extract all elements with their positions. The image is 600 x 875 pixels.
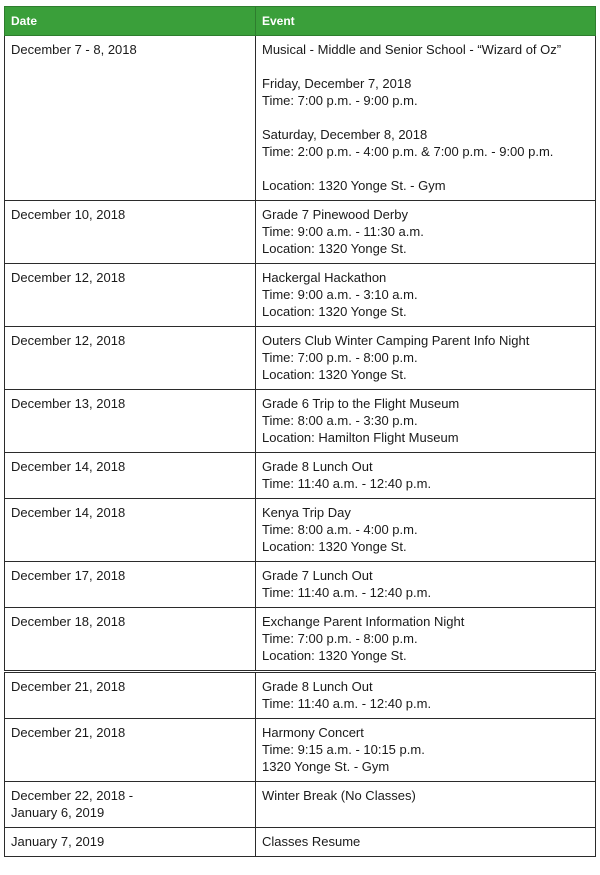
date-cell [5,562,256,608]
event-cell [256,201,596,264]
event-text: Location: 1320 Yonge St. [262,304,407,319]
table-row [5,672,596,719]
event-text: Friday, December 7, 2018 [262,76,412,91]
table-row [5,264,596,327]
event-text: Location: 1320 Yonge St. [262,539,407,554]
event-text: Grade 6 Trip to the Flight Museum [262,396,460,411]
event-cell [256,390,596,453]
date-text: December 22, 2018 - [11,788,134,803]
date-cell [5,672,256,719]
date-cell [5,782,256,828]
event-column-header: Event [256,7,596,36]
event-text: Musical - Middle and Senior School - “Wizard of Oz” [262,42,562,57]
date-text: December 21, 2018 [11,725,126,740]
date-text: December 12, 2018 [11,333,126,348]
date-text: December 14, 2018 [11,459,126,474]
date-text: December 12, 2018 [11,270,126,285]
date-text: December 21, 2018 [11,679,126,694]
date-text: December 17, 2018 [11,568,126,583]
event-cell [256,327,596,390]
date-cell [5,264,256,327]
event-cell [256,719,596,782]
event-text: Time: 2:00 p.m. - 4:00 p.m. & 7:00 p.m. - 9:00 p.m. [262,144,554,159]
table-row [5,608,596,672]
date-text: December 13, 2018 [11,396,126,411]
event-cell [256,499,596,562]
date-text: December 14, 2018 [11,505,126,520]
event-text: Location: 1320 Yonge St. - Gym [262,178,446,193]
event-text: Time: 7:00 p.m. - 9:00 p.m. [262,93,418,108]
table-header-row [5,7,596,36]
event-cell [256,782,596,828]
events-table-body [5,36,596,857]
table-row [5,828,596,857]
date-cell [5,201,256,264]
event-text: Grade 8 Lunch Out [262,679,373,694]
event-text: Winter Break (No Classes) [262,788,416,803]
event-text: Location: 1320 Yonge St. [262,648,407,663]
event-text: Time: 11:40 a.m. - 12:40 p.m. [262,696,432,711]
event-text: Time: 9:00 a.m. - 11:30 a.m. [262,224,424,239]
date-cell [5,608,256,672]
event-text: Time: 11:40 a.m. - 12:40 p.m. [262,585,432,600]
event-text: Kenya Trip Day [262,505,351,520]
event-cell [256,608,596,672]
table-row [5,719,596,782]
date-cell [5,828,256,857]
event-text: Time: 7:00 p.m. - 8:00 p.m. [262,631,418,646]
date-text: December 7 - 8, 2018 [11,42,137,57]
table-row [5,36,596,201]
table-row [5,499,596,562]
paragraph-gap [262,58,589,75]
table-row [5,390,596,453]
event-text: 1320 Yonge St. - Gym [262,759,390,774]
date-text: December 18, 2018 [11,614,126,629]
event-text: Time: 7:00 p.m. - 8:00 p.m. [262,350,418,365]
event-text: Time: 9:15 a.m. - 10:15 p.m. [262,742,425,757]
event-text: Grade 8 Lunch Out [262,459,373,474]
event-cell [256,828,596,857]
event-text: Saturday, December 8, 2018 [262,127,428,142]
event-text: Time: 8:00 a.m. - 3:30 p.m. [262,413,418,428]
event-text: Exchange Parent Information Night [262,614,465,629]
event-cell [256,36,596,201]
events-table-container [4,6,595,857]
event-cell [256,453,596,499]
event-text: Location: 1320 Yonge St. [262,241,407,256]
date-cell [5,719,256,782]
event-text: Classes Resume [262,834,361,849]
table-row [5,562,596,608]
event-text: Outers Club Winter Camping Parent Info Night [262,333,530,348]
date-text: December 10, 2018 [11,207,126,222]
event-text: Grade 7 Pinewood Derby [262,207,408,222]
paragraph-gap [262,160,589,177]
date-text: January 7, 2019 [11,834,105,849]
event-text: Time: 9:00 a.m. - 3:10 a.m. [262,287,418,302]
date-text: January 6, 2019 [11,805,105,820]
event-text: Harmony Concert [262,725,364,740]
event-text: Time: 11:40 a.m. - 12:40 p.m. [262,476,432,491]
table-row [5,201,596,264]
table-row [5,453,596,499]
event-text: Hackergal Hackathon [262,270,387,285]
table-row [5,782,596,828]
date-cell [5,499,256,562]
paragraph-gap [262,109,589,126]
event-cell [256,562,596,608]
date-cell [5,390,256,453]
date-cell [5,36,256,201]
event-text: Location: 1320 Yonge St. [262,367,407,382]
events-table [4,6,596,857]
date-column-header: Date [5,7,256,36]
event-cell [256,672,596,719]
event-text: Location: Hamilton Flight Museum [262,430,459,445]
date-cell [5,453,256,499]
date-cell [5,327,256,390]
event-text: Grade 7 Lunch Out [262,568,373,583]
event-cell [256,264,596,327]
event-text: Time: 8:00 a.m. - 4:00 p.m. [262,522,418,537]
table-row [5,327,596,390]
